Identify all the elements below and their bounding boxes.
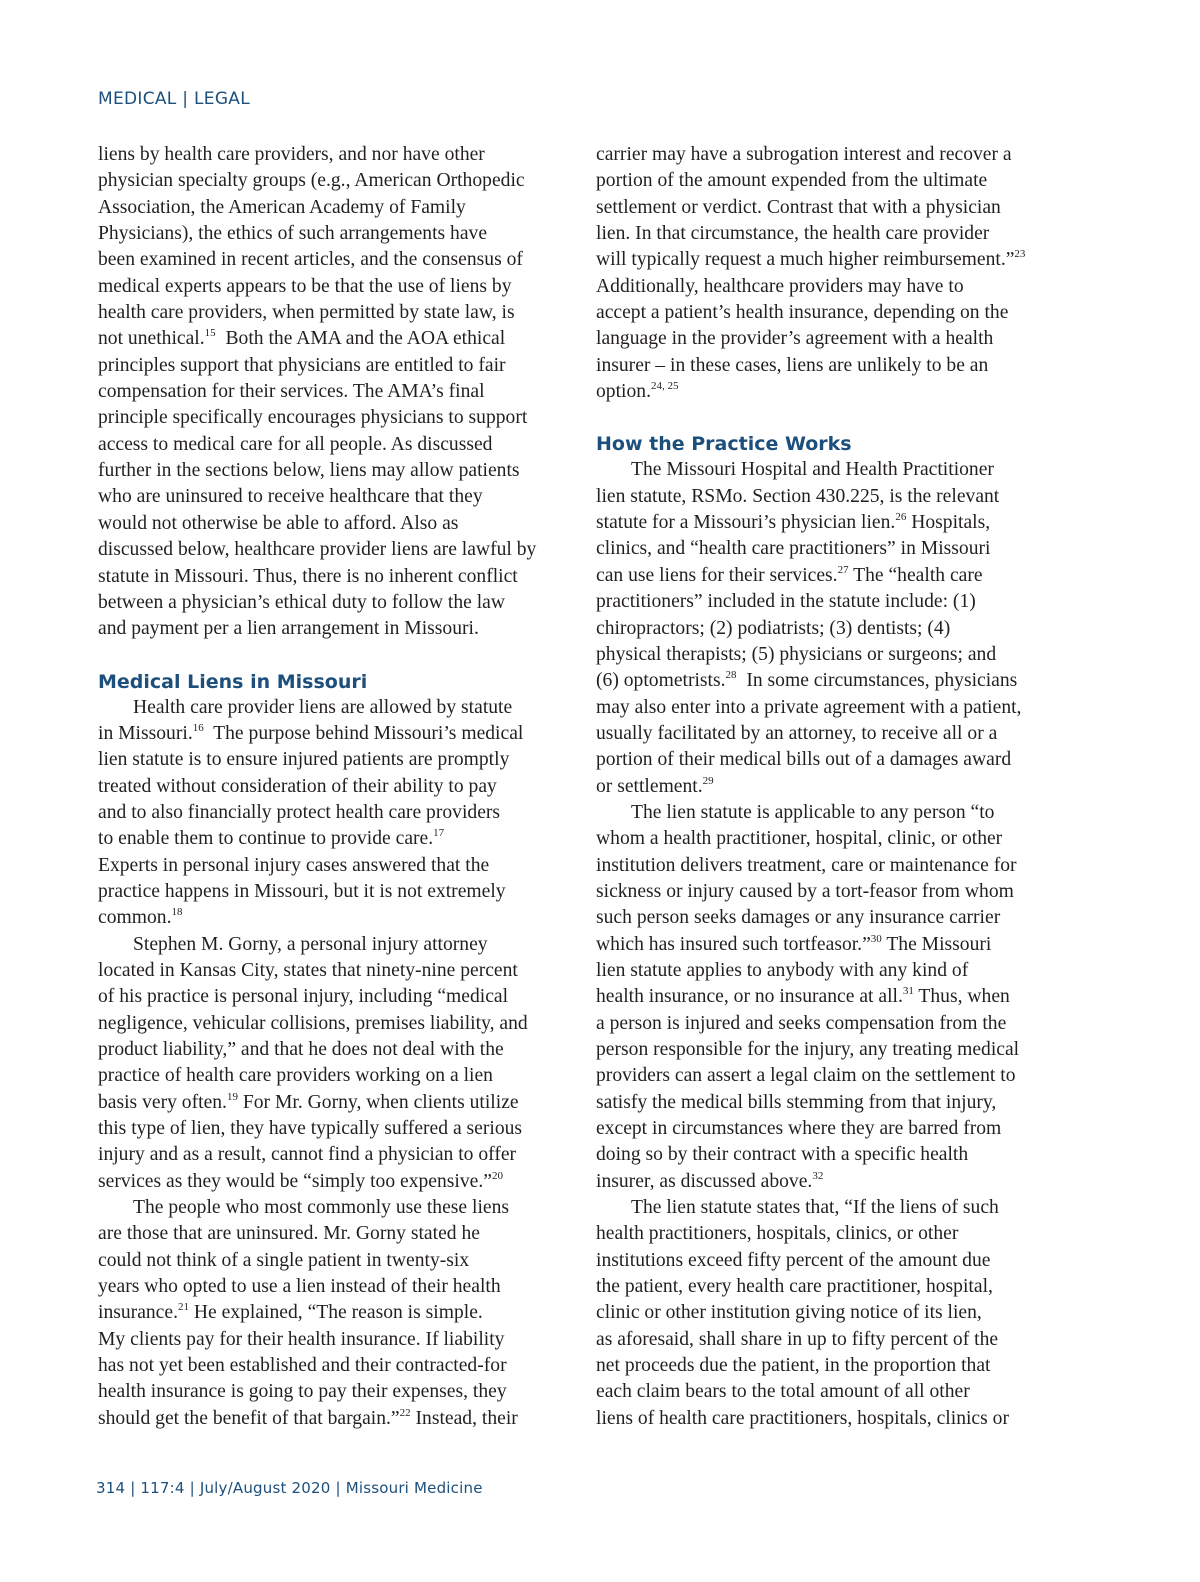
text-line: institution delivers treatment, care or maintenance for [596,854,1017,876]
text-run: or settlement. [596,775,703,797]
text-line [98,721,576,747]
text-line: institutions exceed fifty percent of the amount due [596,1249,991,1271]
text-line: as aforesaid, shall share in up to fifty percent of the [596,1328,999,1350]
text-line: chiropractors; (2) podiatrists; (3) dentists; (4) [596,617,951,639]
text-line: The people who most commonly use these liens [133,1197,510,1219]
section-heading: Medical Liens in Missouri [98,670,368,693]
text-line: negligence, vehicular collisions, premises liability, and [98,1012,528,1034]
text-line: providers can assert a legal claim on the settlement to [596,1065,1016,1087]
text-line [98,905,576,931]
text-line: health insurance is going to pay their expenses, they [98,1381,507,1403]
text-run: Instead, their [410,1407,518,1429]
text-line: practitioners” included in the statute include: (1) [596,591,976,613]
footnote-ref: 26 [895,511,907,524]
footnote-ref: 20 [491,1169,503,1182]
text-line: net proceeds due the patient, in the proportion that [596,1355,991,1377]
text-run: not unethical. [98,328,205,350]
text-line: has not yet been established and their contracted-for [98,1355,507,1377]
text-line: are those that are uninsured. Mr. Gorny stated he [98,1223,480,1245]
text-line: practice happens in Missouri, but it is not extremely [98,880,506,902]
text-line: may also enter into a private agreement with a patient, [596,696,1022,718]
text-line: compensation for their services. The AMA’s final [98,381,485,403]
text-line: except in circumstances where they are barred from [596,1118,1002,1140]
text-line: insurer – in these cases, liens are unlikely to be an [596,354,989,376]
text-line: further in the sections below, liens may allow patients [98,460,520,482]
text-line: lien statute applies to anybody with any kind of [596,959,969,981]
text-line: years who opted to use a lien instead of their health [98,1276,501,1298]
text-line: each claim bears to the total amount of all other [596,1381,970,1403]
footnote-ref: 17 [433,827,445,840]
text-line: practice of health care providers working on a lien [98,1065,493,1087]
footnote-ref: 27 [837,563,849,576]
text-run: insurance. [98,1302,178,1324]
text-line: portion of the amount expended from the ultimate [596,170,988,192]
text-run: common. [98,907,172,929]
text-line: the patient, every health care practitioner, hospital, [596,1276,993,1298]
paragraph [98,1195,576,1432]
text-line: sickness or injury caused by a tort-feasor from whom [596,880,1014,902]
text-line: and payment per a lien arrangement in Missouri. [98,618,479,640]
text-line: The lien statute states that, “If the liens of such [631,1197,999,1219]
text-run: insurer, as discussed above. [596,1170,813,1192]
text-line: accept a patient’s health insurance, depending on the [596,302,1009,324]
text-line: Association, the American Academy of Family [98,196,466,218]
footnote-ref: 19 [226,1090,238,1103]
footnote-ref: 21 [177,1301,189,1314]
footnote-ref: 28 [725,669,737,682]
text-line: and to also financially protect health care providers [98,801,501,823]
text-run: (6) optometrists. [596,670,726,692]
text-line [596,1169,1072,1195]
text-line [596,379,1072,405]
text-line: product liability,” and that he does not deal with the [98,1039,504,1060]
text-run: health insurance, or no insurance at all. [596,986,903,1008]
text-run: statute for a Missouri’s physician lien. [596,512,896,534]
text-line: My clients pay for their health insurance. If liability [98,1328,505,1350]
spacer [596,405,1072,431]
text-line [98,326,576,352]
text-line: lien. In that circumstance, the health care provider [596,223,990,245]
footnote-ref: 16 [192,721,204,734]
text-line: medical experts appears to be that the use of liens by [98,275,512,297]
text-line: access to medical care for all people. As discussed [98,433,493,455]
footnote-ref: 15 [204,327,216,340]
text-line [596,984,1072,1010]
text-run: Hospitals, [906,512,991,534]
text-line: settlement or verdict. Contrast that with a physician [596,196,1001,218]
text-line: liens of health care practitioners, hospitals, clinics or [596,1407,1009,1429]
text-run: The “health care [848,564,983,586]
text-line: of his practice is personal injury, including “medical [98,986,509,1008]
text-run: can use liens for their services. [596,564,838,586]
text-line: clinics, and “health care practitioners” in Missouri [596,538,991,560]
running-head: MEDICAL | LEGAL [98,89,251,109]
footnote-ref: 24, 25 [650,380,679,393]
text-line: physician specialty groups (e.g., American Orthopedic [98,170,525,192]
text-line [596,247,1072,273]
paragraph [98,695,576,932]
text-line: The lien statute is applicable to any person “to [631,801,995,823]
paragraph [596,1195,1072,1432]
paragraph [596,457,1072,799]
footnote-ref: 31 [902,985,914,998]
text-line [98,1406,576,1432]
text-line: could not think of a single patient in twenty-six [98,1249,470,1271]
text-line: portion of their medical bills out of a damages award [596,749,1012,771]
footnote-ref: 32 [812,1169,824,1182]
paragraph [98,142,576,643]
text-run: For Mr. Gorny, when clients utilize [237,1091,519,1113]
text-run: basis very often. [98,1091,227,1113]
text-line: physical therapists; (5) physicians or surgeons; and [596,643,997,665]
text-line [596,932,1072,958]
text-line: injury and as a result, cannot find a physician to offer [98,1144,517,1166]
text-run: Both the AMA and the AOA ethical [215,328,506,350]
text-line: whom a health practitioner, hospital, clinic, or other [596,828,1003,850]
text-run: option. [596,381,651,403]
text-line: this type of lien, they have typically suffered a serious [98,1118,523,1140]
footnote-ref: 30 [870,932,882,945]
page-footer: 314 | 117:4 | July/August 2020 | Missouri Medicine [96,1479,483,1497]
text-line: health practitioners, hospitals, clinics, or other [596,1223,959,1245]
text-line: treated without consideration of their ability to pay [98,775,497,797]
text-run: In some circumstances, physicians [736,670,1018,692]
text-run: to enable them to continue to provide care. [98,828,434,850]
text-line: would not otherwise be able to afford. Also as [98,512,459,534]
text-line: usually facilitated by an attorney, to receive all or a [596,722,998,744]
text-run: should get the benefit of that bargain.” [98,1407,400,1429]
text-run: which has insured such tortfeasor.” [596,933,871,955]
text-line: located in Kansas City, states that ninety-nine percent [98,959,518,981]
text-run: He explained, “The reason is simple. [188,1302,483,1324]
footnote-ref: 18 [171,906,183,919]
text-line: Experts in personal injury cases answered that the [98,854,490,876]
right-column [596,142,1072,1432]
text-line: person responsible for the injury, any treating medical [596,1039,1020,1060]
paragraph [596,142,1072,405]
text-line: a person is injured and seeks compensation from the [596,1012,1007,1034]
text-run: The Missouri [881,933,992,955]
footnote-ref: 29 [702,774,714,787]
text-line: been examined in recent articles, and the consensus of [98,249,523,271]
text-line: Stephen M. Gorny, a personal injury attorney [133,933,488,955]
text-line: principles support that physicians are entitled to fair [98,354,506,376]
footnote-ref: 22 [399,1406,411,1419]
text-line: language in the provider’s agreement with a health [596,328,994,350]
text-line [98,826,576,852]
text-line: between a physician’s ethical duty to follow the law [98,591,506,613]
text-line: clinic or other institution giving notice of its lien, [596,1302,982,1324]
text-line: such person seeks damages or any insurance carrier [596,907,1001,929]
text-line: discussed below, healthcare provider liens are lawful by [98,539,537,561]
text-line [596,668,1072,694]
text-line [98,1169,576,1195]
text-line: lien statute, RSMo. Section 430.225, is the relevant [596,485,1000,507]
section-heading: How the Practice Works [596,433,852,456]
text-line [596,774,1072,800]
text-line: lien statute is to ensure injured patients are promptly [98,749,510,771]
text-line [596,563,1072,589]
text-line: doing so by their contract with a specific health [596,1144,969,1166]
text-run: Thus, when [913,986,1010,1008]
text-line: who are uninsured to receive healthcare that they [98,486,483,508]
paragraph [596,800,1072,1195]
text-run: will typically request a much higher reimbursement.” [596,249,1015,271]
text-run: services as they would be “simply too expensive.” [98,1170,492,1192]
text-line [596,510,1072,536]
spacer [98,643,576,669]
text-line: statute in Missouri. Thus, there is no inherent conflict [98,565,518,587]
left-column [98,142,576,1432]
paragraph [98,932,576,1195]
text-run: in Missouri. [98,722,193,744]
text-line: Additionally, healthcare providers may have to [596,275,964,297]
text-line: carrier may have a subrogation interest and recover a [596,144,1012,165]
text-line: satisfy the medical bills stemming from that injury, [596,1091,997,1113]
text-line: liens by health care providers, and nor have other [98,144,485,165]
text-run: The purpose behind Missouri’s medical [203,722,524,744]
footnote-ref: 23 [1014,248,1026,261]
text-line: Physicians), the ethics of such arrangements have [98,223,488,245]
text-line: health care providers, when permitted by state law, is [98,302,515,324]
text-line [98,1090,576,1116]
text-line: principle specifically encourages physicians to support [98,407,528,429]
text-line [98,1300,576,1326]
text-line: The Missouri Hospital and Health Practitioner [631,459,994,481]
text-line: Health care provider liens are allowed by statute [133,696,513,718]
